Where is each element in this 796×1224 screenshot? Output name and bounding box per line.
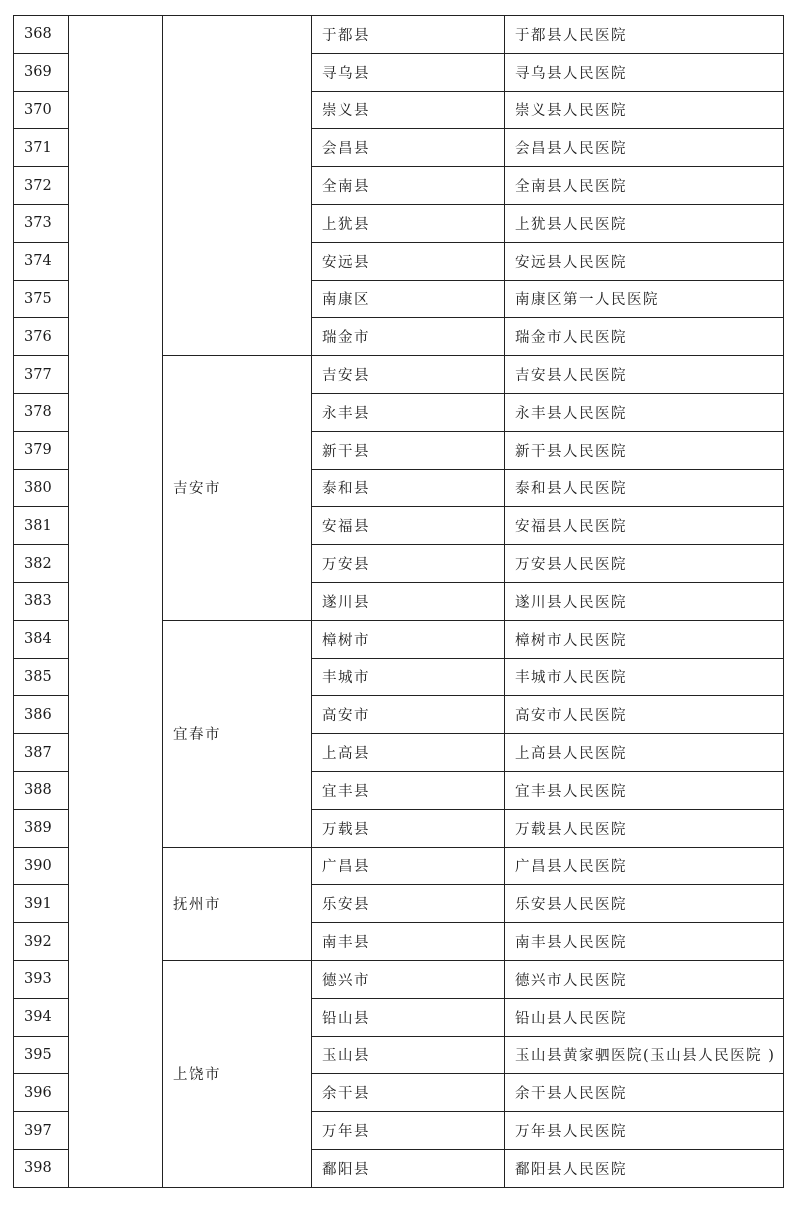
county-cell: 全南县 <box>312 167 505 205</box>
county-cell: 会昌县 <box>312 129 505 167</box>
hospital-cell: 泰和县人民医院 <box>505 469 784 507</box>
row-number: 376 <box>14 318 69 356</box>
row-number: 389 <box>14 809 69 847</box>
row-number: 386 <box>14 696 69 734</box>
row-number: 382 <box>14 545 69 583</box>
county-cell: 永丰县 <box>312 393 505 431</box>
hospital-cell: 广昌县人民医院 <box>505 847 784 885</box>
row-number: 371 <box>14 129 69 167</box>
county-cell: 于都县 <box>312 16 505 54</box>
row-number: 372 <box>14 167 69 205</box>
row-number: 397 <box>14 1112 69 1150</box>
row-number: 392 <box>14 923 69 961</box>
row-number: 381 <box>14 507 69 545</box>
city-cell: 抚州市 <box>163 847 312 960</box>
county-cell: 瑞金市 <box>312 318 505 356</box>
hospital-cell: 余干县人民医院 <box>505 1074 784 1112</box>
hospital-cell: 吉安县人民医院 <box>505 356 784 394</box>
city-cell: 上饶市 <box>163 960 312 1187</box>
county-cell: 鄱阳县 <box>312 1149 505 1187</box>
hospital-cell: 上犹县人民医院 <box>505 204 784 242</box>
row-number: 368 <box>14 16 69 54</box>
row-number: 380 <box>14 469 69 507</box>
county-cell: 上高县 <box>312 734 505 772</box>
county-cell: 玉山县 <box>312 1036 505 1074</box>
hospital-cell: 丰城市人民医院 <box>505 658 784 696</box>
hospital-cell: 全南县人民医院 <box>505 167 784 205</box>
hospital-cell: 新干县人民医院 <box>505 431 784 469</box>
hospital-cell: 永丰县人民医院 <box>505 393 784 431</box>
row-number: 393 <box>14 960 69 998</box>
hospital-cell: 于都县人民医院 <box>505 16 784 54</box>
row-number: 398 <box>14 1149 69 1187</box>
row-number: 387 <box>14 734 69 772</box>
hospital-table <box>13 15 784 1188</box>
county-cell: 樟树市 <box>312 620 505 658</box>
hospital-cell: 高安市人民医院 <box>505 696 784 734</box>
county-cell: 万载县 <box>312 809 505 847</box>
county-cell: 寻乌县 <box>312 53 505 91</box>
hospital-cell: 安远县人民医院 <box>505 242 784 280</box>
row-number: 391 <box>14 885 69 923</box>
row-number: 383 <box>14 582 69 620</box>
county-cell: 吉安县 <box>312 356 505 394</box>
hospital-cell: 瑞金市人民医院 <box>505 318 784 356</box>
city-cell <box>163 16 312 356</box>
city-cell: 宜春市 <box>163 620 312 847</box>
county-cell: 南丰县 <box>312 923 505 961</box>
county-cell: 宜丰县 <box>312 771 505 809</box>
county-cell: 德兴市 <box>312 960 505 998</box>
hospital-cell: 南丰县人民医院 <box>505 923 784 961</box>
county-cell: 泰和县 <box>312 469 505 507</box>
hospital-cell: 万载县人民医院 <box>505 809 784 847</box>
county-cell: 铅山县 <box>312 998 505 1036</box>
hospital-cell: 铅山县人民医院 <box>505 998 784 1036</box>
row-number: 369 <box>14 53 69 91</box>
county-cell: 南康区 <box>312 280 505 318</box>
hospital-cell: 宜丰县人民医院 <box>505 771 784 809</box>
hospital-cell: 鄱阳县人民医院 <box>505 1149 784 1187</box>
hospital-cell: 遂川县人民医院 <box>505 582 784 620</box>
county-cell: 万安县 <box>312 545 505 583</box>
hospital-cell: 崇义县人民医院 <box>505 91 784 129</box>
county-cell: 高安市 <box>312 696 505 734</box>
row-number: 385 <box>14 658 69 696</box>
county-cell: 安福县 <box>312 507 505 545</box>
hospital-cell: 乐安县人民医院 <box>505 885 784 923</box>
table-row <box>14 16 784 54</box>
hospital-cell: 上高县人民医院 <box>505 734 784 772</box>
hospital-cell: 万安县人民医院 <box>505 545 784 583</box>
row-number: 374 <box>14 242 69 280</box>
row-number: 377 <box>14 356 69 394</box>
row-number: 379 <box>14 431 69 469</box>
province-cell <box>69 16 163 1188</box>
row-number: 394 <box>14 998 69 1036</box>
county-cell: 新干县 <box>312 431 505 469</box>
hospital-cell: 会昌县人民医院 <box>505 129 784 167</box>
county-cell: 万年县 <box>312 1112 505 1150</box>
hospital-cell: 寻乌县人民医院 <box>505 53 784 91</box>
hospital-cell: 樟树市人民医院 <box>505 620 784 658</box>
hospital-cell: 安福县人民医院 <box>505 507 784 545</box>
row-number: 395 <box>14 1036 69 1074</box>
county-cell: 崇义县 <box>312 91 505 129</box>
county-cell: 安远县 <box>312 242 505 280</box>
row-number: 378 <box>14 393 69 431</box>
row-number: 396 <box>14 1074 69 1112</box>
county-cell: 余干县 <box>312 1074 505 1112</box>
row-number: 388 <box>14 771 69 809</box>
county-cell: 丰城市 <box>312 658 505 696</box>
row-number: 375 <box>14 280 69 318</box>
row-number: 390 <box>14 847 69 885</box>
hospital-cell: 南康区第一人民医院 <box>505 280 784 318</box>
hospital-cell: 德兴市人民医院 <box>505 960 784 998</box>
county-cell: 乐安县 <box>312 885 505 923</box>
row-number: 370 <box>14 91 69 129</box>
row-number: 384 <box>14 620 69 658</box>
county-cell: 广昌县 <box>312 847 505 885</box>
county-cell: 上犹县 <box>312 204 505 242</box>
table-body <box>14 16 784 1188</box>
city-cell: 吉安市 <box>163 356 312 621</box>
county-cell: 遂川县 <box>312 582 505 620</box>
hospital-cell: 万年县人民医院 <box>505 1112 784 1150</box>
hospital-cell: 玉山县黄家驷医院(玉山县人民医院 ) <box>505 1036 784 1074</box>
row-number: 373 <box>14 204 69 242</box>
